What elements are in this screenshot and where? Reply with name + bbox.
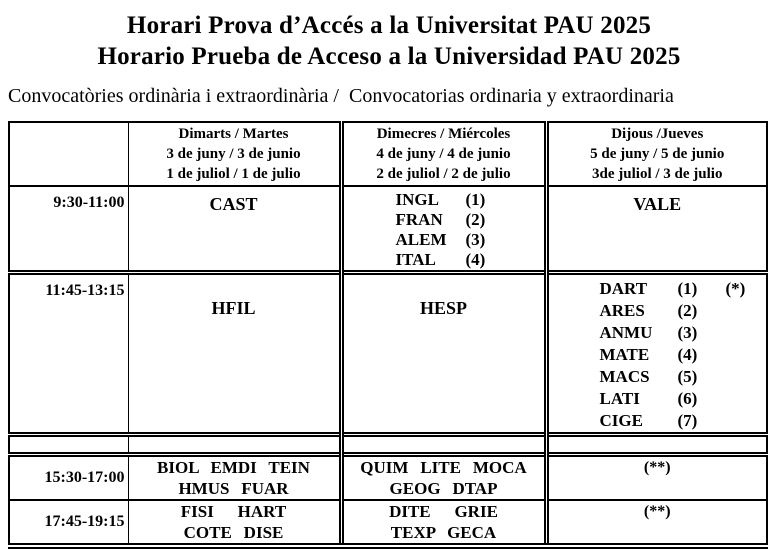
subject-line [600, 278, 767, 300]
page-title-line2: Horario Prueba de Acceso a la Universidad PAU 2025 [97, 43, 681, 70]
time-cell: 15:30-17:00 [9, 455, 128, 501]
spacer-cell [341, 435, 546, 455]
subject-line: GEOG DTAP [389, 479, 498, 498]
subject-line: FISI HART [180, 502, 287, 521]
header-empty-cell [9, 122, 128, 186]
row-1745-1915 [9, 500, 767, 546]
subject-line: TEXP GECA [390, 523, 497, 542]
june-date: 5 de juny / 5 de junio [590, 146, 725, 162]
subject-num: (2) [465, 210, 486, 229]
subject-code: MATE [599, 345, 650, 364]
subject-code: FRAN [395, 210, 443, 229]
subject-cell-wednesday-afternoon2 [341, 500, 546, 546]
header-cell-thursday [546, 122, 767, 186]
subject-code: ITAL [395, 250, 436, 269]
language-list [396, 187, 544, 270]
day-label: Dijous /Jueves [611, 126, 704, 142]
subject-cell-thursday-list [546, 273, 767, 435]
subject-code: CIGE [599, 411, 643, 430]
thursday-subject-list [600, 275, 767, 432]
subject-line [600, 344, 767, 366]
subtitle: Convocatòries ordinària i extraordinària / Convocatorias ordinaria y extraordinaria [8, 85, 674, 107]
subject-num: (1) [465, 190, 486, 209]
subject-num: (6) [677, 389, 698, 408]
subject-cell-hfil: HFIL [128, 273, 341, 435]
subject-line [600, 366, 767, 388]
july-date: 1 de juliol / 1 de julio [166, 166, 301, 182]
page-title [0, 0, 778, 72]
subject-line: HMUS FUAR [178, 479, 289, 498]
note-cell: (**) [546, 500, 767, 546]
subject-line: QUIM LITE MOCA [360, 458, 527, 477]
subject-num: (5) [677, 367, 698, 386]
page-title-line1: Horari Prova d’Accés a la Universitat PAU 2025 [126, 12, 652, 39]
spacer-cell [9, 435, 128, 455]
june-date: 4 de juny / 4 de junio [376, 146, 511, 162]
time-cell: 9:30-11:00 [9, 186, 128, 273]
day-label: Dimecres / Miércoles [376, 126, 511, 142]
header-cell-tuesday [128, 122, 341, 186]
schedule-table [8, 121, 768, 549]
subject-num: (4) [465, 250, 486, 269]
subject-cell-languages [341, 186, 546, 273]
subject-line: DITE GRIE [389, 502, 498, 521]
subject-line [396, 230, 544, 250]
row-1530-1700 [9, 455, 767, 501]
subject-num: (7) [677, 411, 698, 430]
subject-num: (2) [677, 301, 698, 320]
subject-cell-vale: VALE [546, 186, 767, 273]
day-label: Dimarts / Martes [178, 126, 289, 142]
subject-line [600, 300, 767, 322]
july-date: 2 de juliol / 2 de julio [376, 166, 511, 182]
header-cell-wednesday [341, 122, 546, 186]
subject-line: COTE DISE [183, 523, 284, 542]
time-cell: 11:45-13:15 [9, 273, 128, 435]
july-date: 3de juliol / 3 de julio [592, 166, 723, 182]
subject-line [396, 250, 544, 270]
subject-cell-cast: CAST [128, 186, 341, 273]
subject-cell-wednesday-afternoon1 [341, 455, 546, 501]
subject-code: MACS [599, 367, 650, 386]
subject-line: BIOL EMDI TEIN [157, 458, 310, 477]
subject-note: (*) [725, 279, 746, 298]
subject-cell-tuesday-afternoon2 [128, 500, 341, 546]
subject-code: ALEM [395, 230, 447, 249]
note-cell: (**) [546, 455, 767, 501]
subject-cell-hesp: HESP [341, 273, 546, 435]
spacer-cell [128, 435, 341, 455]
subject-code: LATI [599, 389, 640, 408]
subject-code: INGL [395, 190, 439, 209]
subject-num: (4) [677, 345, 698, 364]
subject-num: (3) [465, 230, 486, 249]
subject-code: DART [599, 279, 648, 298]
time-cell: 17:45-19:15 [9, 500, 128, 546]
subject-num: (1) [677, 279, 698, 298]
subject-code: ANMU [599, 323, 653, 342]
subject-code: ARES [599, 301, 645, 320]
header-row [9, 122, 767, 186]
row-1145-1315 [9, 273, 767, 435]
subject-line [600, 410, 767, 432]
subject-cell-tuesday-afternoon1 [128, 455, 341, 501]
row-930-1100 [9, 186, 767, 273]
spacer-row [9, 435, 767, 455]
june-date: 3 de juny / 3 de junio [166, 146, 301, 162]
subject-line [600, 322, 767, 344]
subject-num: (3) [677, 323, 698, 342]
spacer-cell [546, 435, 767, 455]
subject-line [396, 190, 544, 210]
subject-line [600, 388, 767, 410]
subject-line [396, 210, 544, 230]
